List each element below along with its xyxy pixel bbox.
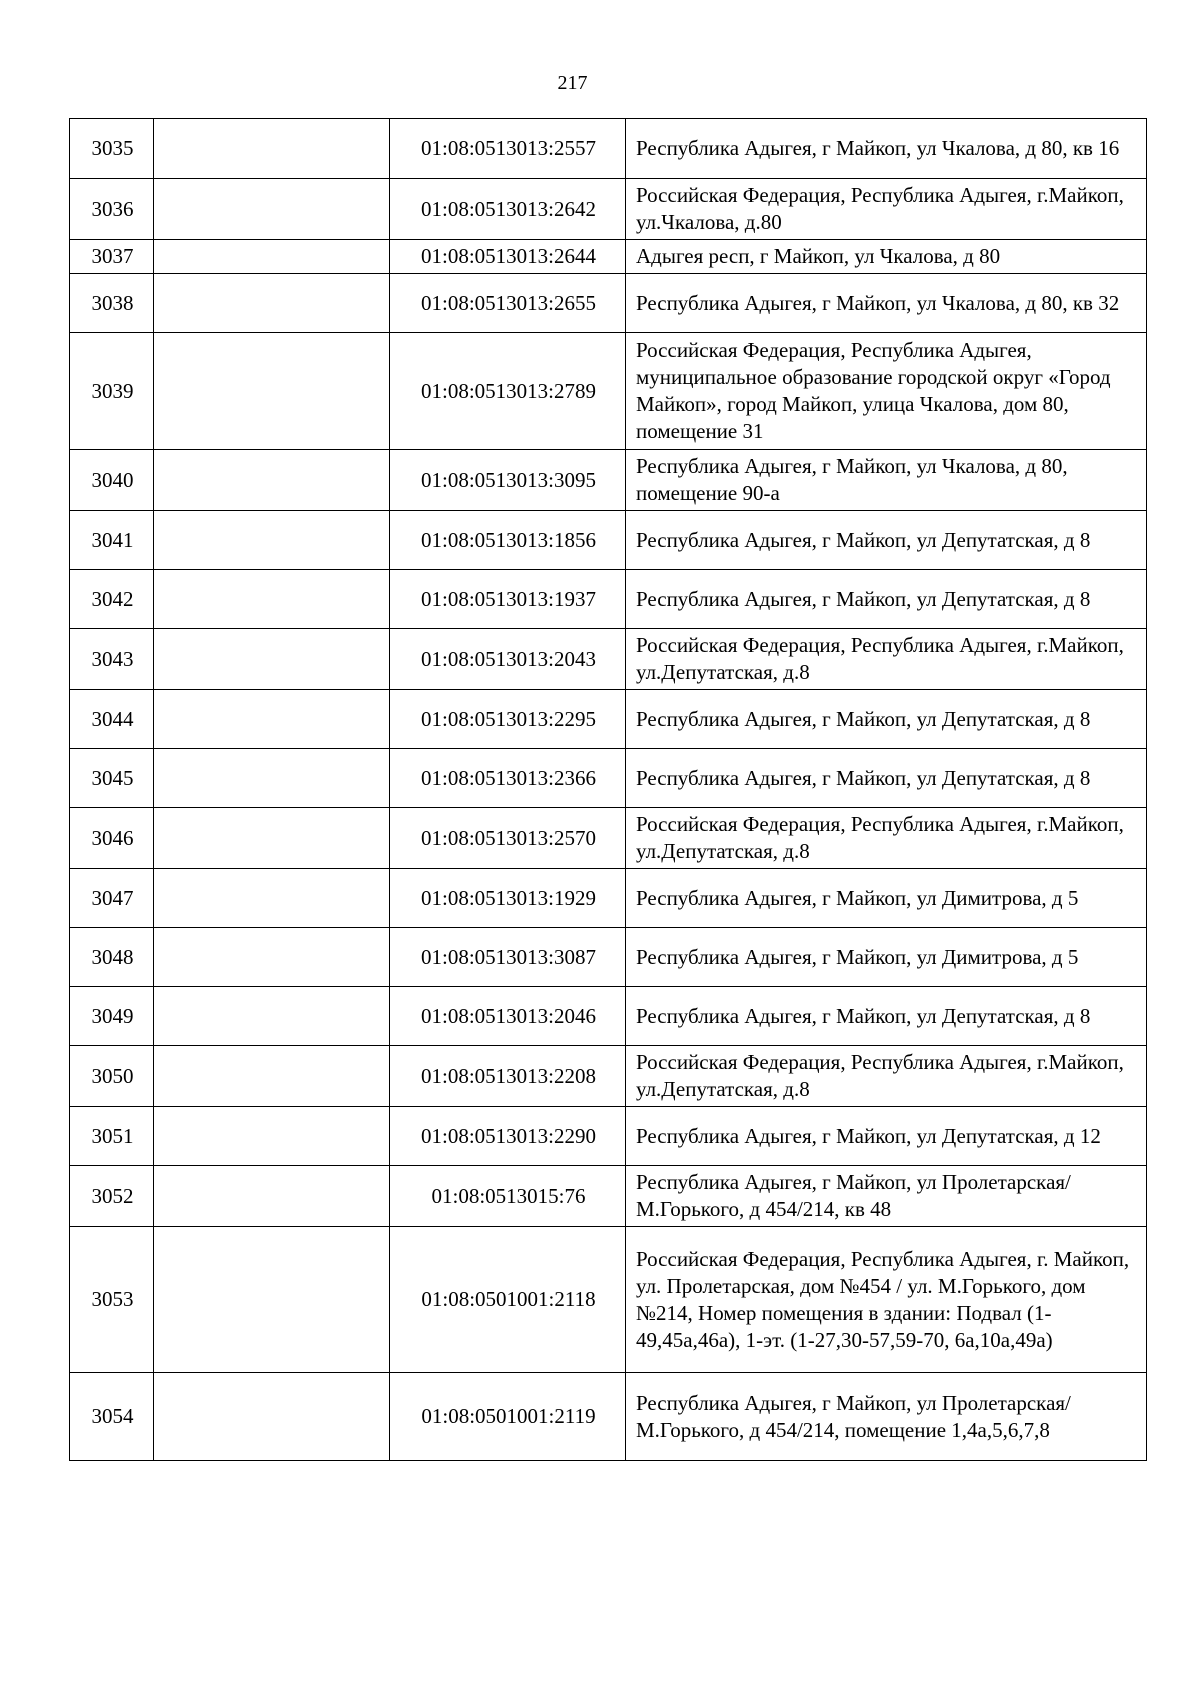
address-cell: Республика Адыгея, г Майкоп, ул Чкалова, д 80, кв 32 — [626, 274, 1147, 333]
property-registry-table — [69, 118, 1147, 1461]
cadastral-number-cell: 01:08:0513013:1937 — [390, 570, 626, 629]
row-number-cell: 3037 — [70, 240, 154, 274]
table-row — [70, 1373, 1147, 1461]
row-number-cell: 3052 — [70, 1166, 154, 1227]
cadastral-number-cell: 01:08:0513013:2557 — [390, 119, 626, 179]
row-number-cell: 3036 — [70, 179, 154, 240]
table-row — [70, 928, 1147, 987]
address-cell: Республика Адыгея, г Майкоп, ул Депутатская, д 12 — [626, 1107, 1147, 1166]
address-cell: Республика Адыгея, г Майкоп, ул Депутатская, д 8 — [626, 690, 1147, 749]
cadastral-number-cell: 01:08:0513013:2295 — [390, 690, 626, 749]
table-row — [70, 749, 1147, 808]
owner-cell — [154, 629, 390, 690]
cadastral-number-cell: 01:08:0513013:2290 — [390, 1107, 626, 1166]
cadastral-number-cell: 01:08:0513013:2789 — [390, 333, 626, 450]
table-body — [70, 119, 1147, 1461]
owner-cell — [154, 274, 390, 333]
cadastral-number-cell: 01:08:0513013:2046 — [390, 987, 626, 1046]
table-row — [70, 179, 1147, 240]
row-number-cell: 3041 — [70, 511, 154, 570]
address-cell: Республика Адыгея, г Майкоп, ул Пролетарская/М.Горького, д 454/214, кв 48 — [626, 1166, 1147, 1227]
cadastral-number-cell: 01:08:0501001:2118 — [390, 1227, 626, 1373]
cadastral-number-cell: 01:08:0513013:2655 — [390, 274, 626, 333]
row-number-cell: 3043 — [70, 629, 154, 690]
table-row — [70, 1166, 1147, 1227]
table-row — [70, 450, 1147, 511]
owner-cell — [154, 1046, 390, 1107]
owner-cell — [154, 869, 390, 928]
table-row — [70, 808, 1147, 869]
cadastral-number-cell: 01:08:0513013:1929 — [390, 869, 626, 928]
row-number-cell: 3040 — [70, 450, 154, 511]
address-cell: Российская Федерация, Республика Адыгея, г.Майкоп, ул.Депутатская, д.8 — [626, 1046, 1147, 1107]
address-cell: Российская Федерация, Республика Адыгея, г.Майкоп, ул.Депутатская, д.8 — [626, 808, 1147, 869]
owner-cell — [154, 240, 390, 274]
owner-cell — [154, 119, 390, 179]
row-number-cell: 3046 — [70, 808, 154, 869]
owner-cell — [154, 1373, 390, 1461]
cadastral-number-cell: 01:08:0513015:76 — [390, 1166, 626, 1227]
cadastral-number-cell: 01:08:0513013:2570 — [390, 808, 626, 869]
owner-cell — [154, 749, 390, 808]
cadastral-number-cell: 01:08:0513013:2644 — [390, 240, 626, 274]
owner-cell — [154, 690, 390, 749]
owner-cell — [154, 928, 390, 987]
cadastral-number-cell: 01:08:0513013:3087 — [390, 928, 626, 987]
owner-cell — [154, 450, 390, 511]
row-number-cell: 3049 — [70, 987, 154, 1046]
owner-cell — [154, 333, 390, 450]
owner-cell — [154, 1166, 390, 1227]
table-row — [70, 274, 1147, 333]
table-row — [70, 690, 1147, 749]
owner-cell — [154, 808, 390, 869]
row-number-cell: 3048 — [70, 928, 154, 987]
owner-cell — [154, 179, 390, 240]
owner-cell — [154, 570, 390, 629]
address-cell: Республика Адыгея, г Майкоп, ул Чкалова, д 80, кв 16 — [626, 119, 1147, 179]
cadastral-number-cell: 01:08:0513013:1856 — [390, 511, 626, 570]
row-number-cell: 3044 — [70, 690, 154, 749]
page-number: 217 — [557, 72, 588, 94]
address-cell: Республика Адыгея, г Майкоп, ул Димитрова, д 5 — [626, 928, 1147, 987]
row-number-cell: 3042 — [70, 570, 154, 629]
table-row — [70, 240, 1147, 274]
table-row — [70, 1227, 1147, 1373]
address-cell: Республика Адыгея, г Майкоп, ул Чкалова, д 80, помещение 90-а — [626, 450, 1147, 511]
owner-cell — [154, 1227, 390, 1373]
row-number-cell: 3051 — [70, 1107, 154, 1166]
address-cell: Республика Адыгея, г Майкоп, ул Депутатская, д 8 — [626, 987, 1147, 1046]
address-cell: Республика Адыгея, г Майкоп, ул Депутатская, д 8 — [626, 749, 1147, 808]
owner-cell — [154, 511, 390, 570]
row-number-cell: 3053 — [70, 1227, 154, 1373]
owner-cell — [154, 987, 390, 1046]
table-row — [70, 119, 1147, 179]
row-number-cell: 3050 — [70, 1046, 154, 1107]
address-cell: Республика Адыгея, г Майкоп, ул Депутатская, д 8 — [626, 570, 1147, 629]
row-number-cell: 3045 — [70, 749, 154, 808]
address-cell: Российская Федерация, Республика Адыгея, муниципальное образование городской округ «Город Майкоп», город Майкоп, улица Чкалова, дом 80, помещение 31 — [626, 333, 1147, 450]
table-row — [70, 629, 1147, 690]
table-row — [70, 511, 1147, 570]
address-cell: Республика Адыгея, г Майкоп, ул Димитрова, д 5 — [626, 869, 1147, 928]
table-row — [70, 987, 1147, 1046]
row-number-cell: 3038 — [70, 274, 154, 333]
row-number-cell: 3047 — [70, 869, 154, 928]
address-cell: Адыгея респ, г Майкоп, ул Чкалова, д 80 — [626, 240, 1147, 274]
address-cell: Российская Федерация, Республика Адыгея, г. Майкоп, ул. Пролетарская, дом №454 / ул. М.Горького, дом №214, Номер помещения в здании: Подвал (1-49,45а,46а), 1-эт. (1-27,30-57,59-70, 6а,10а,49а) — [626, 1227, 1147, 1373]
owner-cell — [154, 1107, 390, 1166]
table-row — [70, 570, 1147, 629]
row-number-cell: 3054 — [70, 1373, 154, 1461]
cadastral-number-cell: 01:08:0513013:2642 — [390, 179, 626, 240]
table-row — [70, 1046, 1147, 1107]
row-number-cell: 3039 — [70, 333, 154, 450]
cadastral-number-cell: 01:08:0513013:2043 — [390, 629, 626, 690]
row-number-cell: 3035 — [70, 119, 154, 179]
cadastral-number-cell: 01:08:0513013:3095 — [390, 450, 626, 511]
address-cell: Республика Адыгея, г Майкоп, ул Депутатская, д 8 — [626, 511, 1147, 570]
cadastral-number-cell: 01:08:0513013:2366 — [390, 749, 626, 808]
table-row — [70, 869, 1147, 928]
cadastral-number-cell: 01:08:0513013:2208 — [390, 1046, 626, 1107]
cadastral-number-cell: 01:08:0501001:2119 — [390, 1373, 626, 1461]
address-cell: Российская Федерация, Республика Адыгея, г.Майкоп, ул.Депутатская, д.8 — [626, 629, 1147, 690]
address-cell: Республика Адыгея, г Майкоп, ул Пролетарская/М.Горького, д 454/214, помещение 1,4а,5,6,7,8 — [626, 1373, 1147, 1461]
address-cell: Российская Федерация, Республика Адыгея, г.Майкоп, ул.Чкалова, д.80 — [626, 179, 1147, 240]
table-row — [70, 333, 1147, 450]
table-row — [70, 1107, 1147, 1166]
